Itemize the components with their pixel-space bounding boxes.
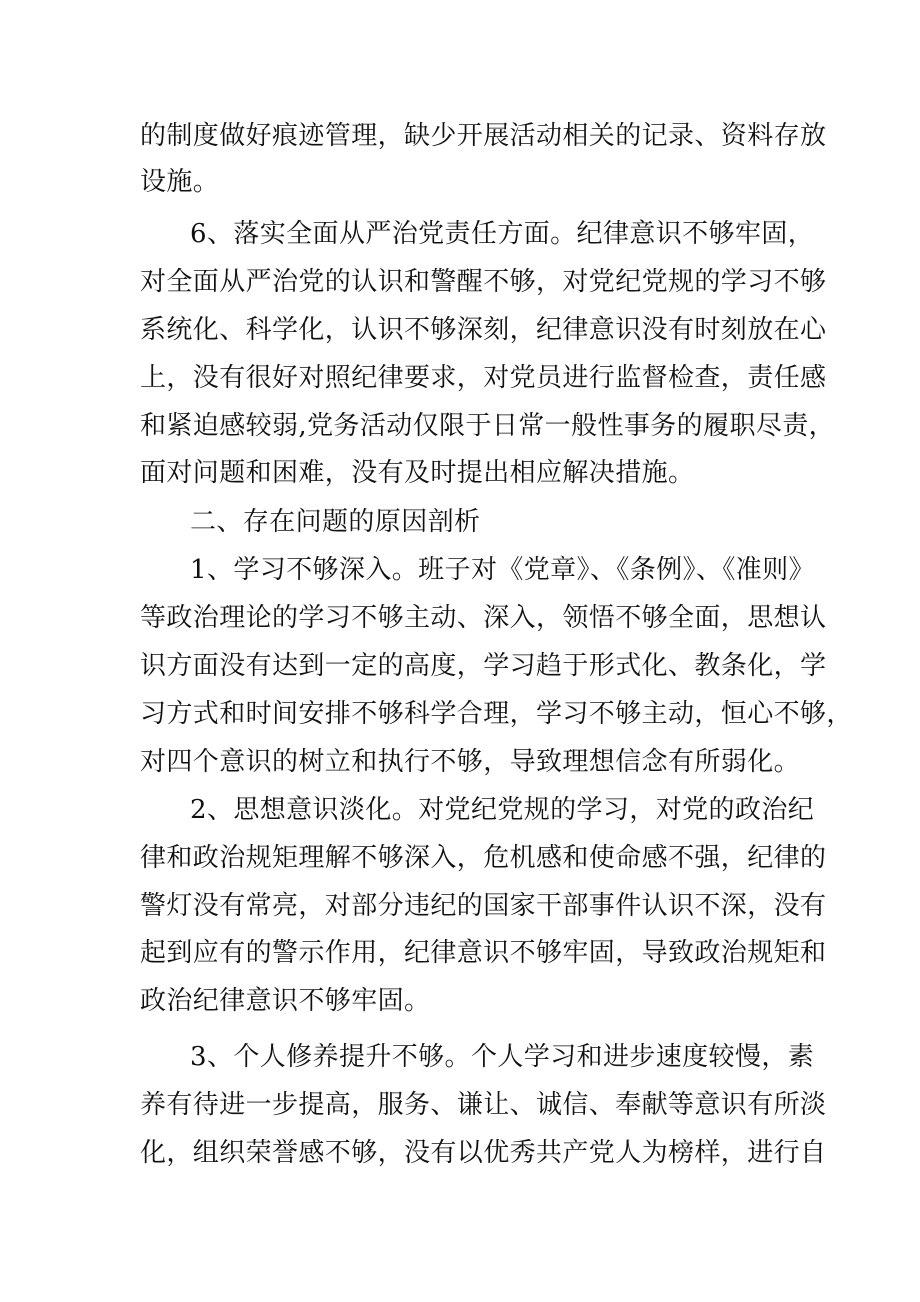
text-line: 上，没有很好对照纪律要求，对党员进行监督检查，责任感: [140, 363, 827, 393]
text-line: 等政治理论的学习不够主动、深入，领悟不够全面，思想认: [140, 603, 827, 633]
text-line: 的制度做好痕迹管理，缺少开展活动相关的记录、资料存放: [140, 121, 827, 151]
text-line: 习方式和时间安排不够科学合理，学习不够主动，恒心不够，: [140, 699, 853, 729]
text-line: 设施。: [140, 167, 220, 197]
text-line: 警灯没有常亮，对部分违纪的国家干部事件认识不深，没有: [140, 891, 827, 921]
paragraph-1-heading-line: 1、学习不够深入。班子对《党章》、《条例》、《准则》: [190, 555, 815, 585]
paragraph-6-heading-line: 6、落实全面从严治党责任方面。纪律意识不够牢固，: [190, 219, 815, 249]
text-line: 养有待进一步提高，服务、谦让、诚信、奉献等意识有所淡: [140, 1090, 827, 1120]
text-line: 起到应有的警示作用，纪律意识不够牢固，导致政治规矩和: [140, 938, 827, 968]
text-line: 和紧迫感较弱,党务活动仅限于日常一般性事务的履职尽责，: [140, 411, 836, 441]
text-line: 识方面没有达到一定的高度，学习趋于形式化、教条化，学: [140, 651, 827, 681]
section-heading: 二、存在问题的原因剖析: [190, 507, 481, 537]
text-line: 化，组织荣誉感不够，没有以优秀共产党人为榜样，进行自: [140, 1138, 827, 1168]
text-line: 对四个意识的树立和执行不够，导致理想信念有所弱化。: [140, 747, 801, 777]
text-line: 政治纪律意识不够牢固。: [140, 986, 431, 1016]
paragraph-2-heading-line: 2、思想意识淡化。对党纪党规的学习，对党的政治纪: [190, 795, 815, 825]
paragraph-3-heading-line: 3、个人修养提升不够。个人学习和进步速度较慢，素: [190, 1042, 815, 1072]
text-line: 律和政治规矩理解不够深入，危机感和使命感不强，纪律的: [140, 843, 827, 873]
text-line: 系统化、科学化，认识不够深刻，纪律意识没有时刻放在心: [140, 315, 827, 345]
text-line: 对全面从严治党的认识和警醒不够，对党纪党规的学习不够: [140, 267, 827, 297]
text-line: 面对问题和困难，没有及时提出相应解决措施。: [140, 458, 695, 488]
